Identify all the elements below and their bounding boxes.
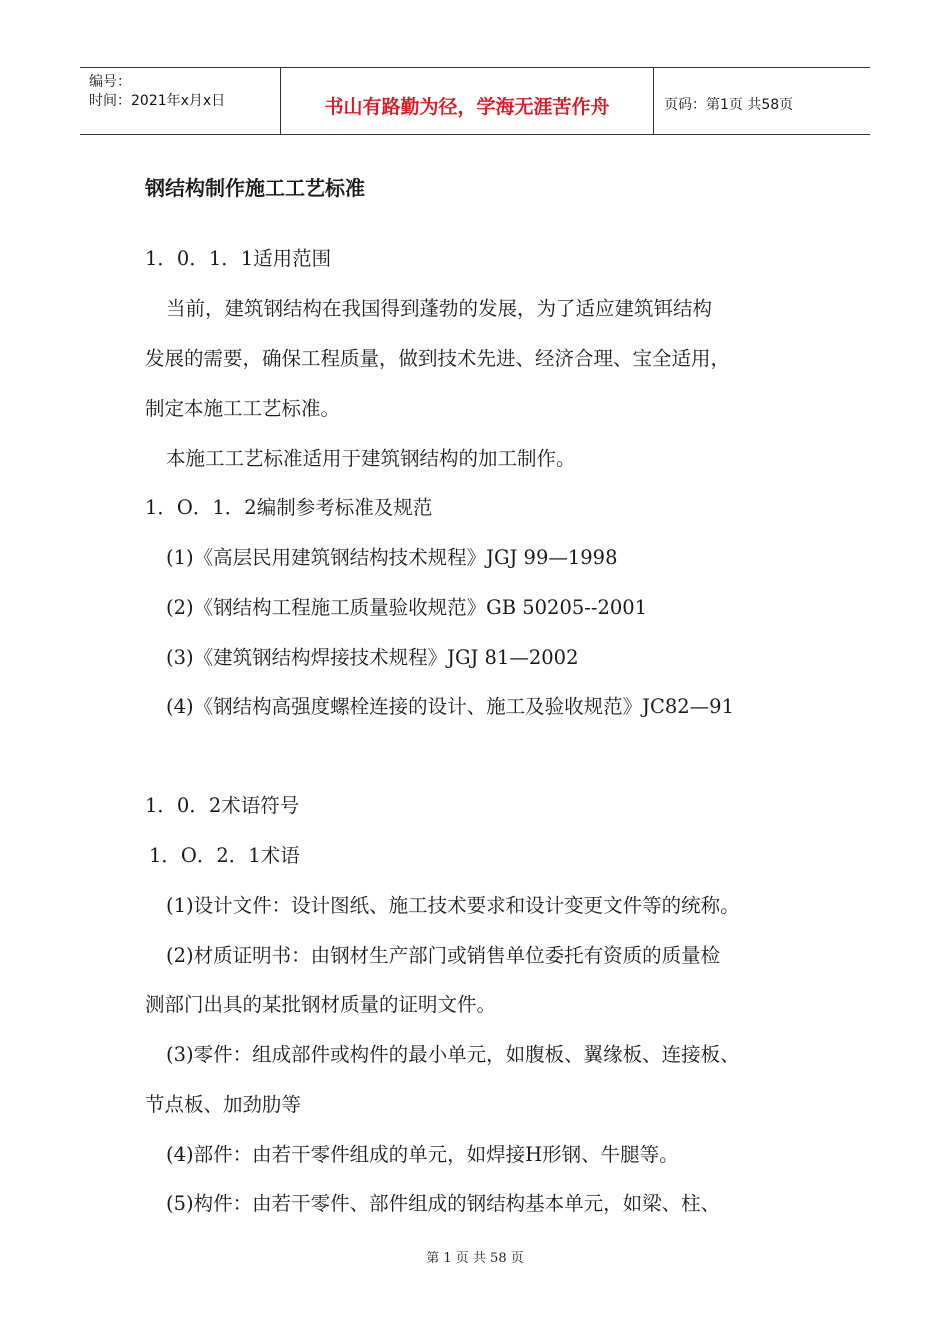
paragraph-line: 当前，建筑钢结构在我国得到蓬勃的发展，为了适应建筑铒结构 xyxy=(166,297,713,320)
page-footer: 第 1 页 共 58 页 xyxy=(426,1251,524,1266)
term-item: (1)设计文件：设计图纸、施工技术要求和设计变更文件等的统称。 xyxy=(166,894,740,917)
term-item-continued: 测部门出具的某批钢材质量的证明文件。 xyxy=(145,993,497,1016)
section-heading: 1．0．2术语符号 xyxy=(145,794,300,817)
section-heading: 1．O．1．2编制参考标准及规范 xyxy=(145,496,433,519)
term-item: (5)构件：由若干零件、部件组成的钢结构基本单元，如梁、柱、 xyxy=(166,1192,721,1215)
header-table xyxy=(80,67,870,135)
reference-item: (4)《钢结构高强度螺栓连接的设计、施工及验收规范》JC82—91 xyxy=(166,695,734,718)
number-label: 编号： xyxy=(89,74,131,90)
section-heading: 1．0．1．1适用范围 xyxy=(145,247,332,270)
motto-text: 书山有路勤为径，学海无涯苦作舟 xyxy=(324,96,610,118)
header-page-cell xyxy=(654,68,870,134)
term-item: (3)零件：组成部件或构件的最小单元，如腹板、翼缘板、连接板、 xyxy=(166,1043,740,1066)
reference-item: (2)《钢结构工程施工质量验收规范》GB 50205--2001 xyxy=(166,596,648,619)
paragraph-line: 本施工工艺标准适用于建筑钢结构的加工制作。 xyxy=(166,447,576,470)
page-info: 页码：第1页 共58页 xyxy=(664,97,794,113)
paragraph-line: 发展的需要，确保工程质量，做到技术先进、经济合理、宝全适用， xyxy=(145,347,731,370)
document-title: 钢结构制作施工工艺标准 xyxy=(145,176,365,200)
reference-item: (1)《高层民用建筑钢结构技术规程》JGJ 99—1998 xyxy=(166,546,618,569)
time-label: 时间：2021年x月x日 xyxy=(89,93,226,109)
term-item: (2)材质证明书：由钢材生产部门或销售单位委托有资质的质量检 xyxy=(166,944,721,967)
term-item-continued: 节点板、加劲肋等 xyxy=(145,1093,302,1116)
term-item: (4)部件：由若干零件组成的单元，如焊接H形钢、牛腿等。 xyxy=(166,1143,679,1166)
reference-item: (3)《建筑钢结构焊接技术规程》JGJ 81—2002 xyxy=(166,646,579,669)
section-heading: 1．O．2．1术语 xyxy=(149,844,300,867)
paragraph-line: 制定本施工工艺标准。 xyxy=(145,397,341,420)
header-info-cell xyxy=(80,68,281,134)
header-motto-cell xyxy=(281,68,654,134)
